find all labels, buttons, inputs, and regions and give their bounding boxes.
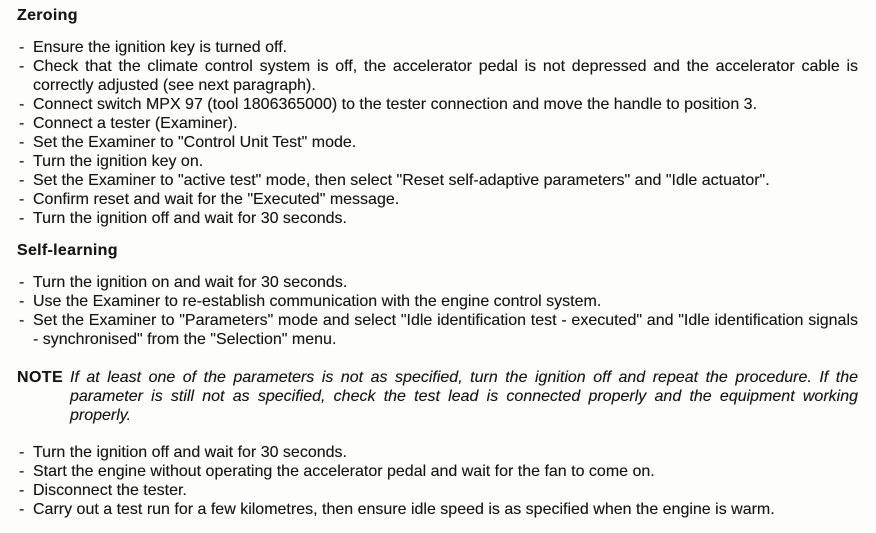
- bullet-dash: -: [19, 115, 25, 132]
- procedure-step-text: Ensure the ignition key is turned off.: [33, 39, 288, 56]
- section-heading-zeroing: Zeroing: [17, 7, 78, 24]
- procedure-step-text: Connect switch MPX 97 (tool 1806365000) to the tester connection and move the handle to position 3.: [33, 96, 758, 113]
- procedure-step-text: Check that the climate control system is off, the accelerator pedal is not depressed and the accelerator cable is correctly adjusted (see next paragraph).: [33, 58, 858, 94]
- procedure-step: [17, 95, 858, 114]
- bullet-dash: -: [19, 293, 25, 310]
- procedure-step: [17, 38, 858, 57]
- procedure-step-text: Turn the ignition off and wait for 30 seconds.: [33, 444, 347, 461]
- procedure-step: [17, 292, 858, 311]
- procedure-step-text: Set the Examiner to "Parameters" mode and select "Idle identification test - executed" and "Idle identification signals - synchronised" from the "Selection" menu.: [33, 312, 858, 348]
- procedure-step-text: Turn the ignition on and wait for 30 seconds.: [33, 274, 348, 291]
- procedure-step-text: Turn the ignition key on.: [33, 153, 204, 170]
- bullet-dash: -: [19, 96, 25, 113]
- section-heading-self-learning: Self-learning: [17, 242, 118, 259]
- bullet-dash: -: [19, 153, 25, 170]
- bullet-dash: -: [19, 210, 25, 227]
- note-block: [17, 368, 858, 425]
- bullet-dash: -: [19, 274, 25, 291]
- bullet-dash: -: [19, 482, 25, 499]
- bullet-dash: -: [19, 312, 25, 329]
- note-label: NOTE: [17, 369, 64, 386]
- bullet-dash: -: [19, 501, 25, 518]
- procedure-step: [17, 311, 858, 349]
- zeroing-step-list: [17, 38, 858, 228]
- procedure-step-text: Start the engine without operating the accelerator pedal and wait for the fan to come on.: [33, 463, 655, 480]
- note-text: If at least one of the parameters is not as specified, turn the ignition off and repeat the procedure. If the parameter is still not as specified, check the test lead is connected properly and the equipment working properly.: [70, 369, 858, 424]
- procedure-step-text: Confirm reset and wait for the "Executed" message.: [33, 191, 400, 208]
- procedure-step: [17, 273, 858, 292]
- procedure-step: [17, 171, 858, 190]
- procedure-step-text: Set the Examiner to "Control Unit Test" mode.: [33, 134, 357, 151]
- bullet-dash: -: [19, 58, 25, 75]
- final-step-list: [17, 443, 858, 519]
- procedure-step: [17, 114, 858, 133]
- procedure-step: [17, 209, 858, 228]
- procedure-step-text: Carry out a test run for a few kilometres, then ensure idle speed is as specified when the engine is warm.: [33, 501, 775, 518]
- procedure-step: [17, 57, 858, 95]
- self-learning-step-list: [17, 273, 858, 349]
- procedure-step-text: Turn the ignition off and wait for 30 seconds.: [33, 210, 347, 227]
- procedure-step-text: Use the Examiner to re-establish communication with the engine control system.: [33, 293, 602, 310]
- bullet-dash: -: [19, 463, 25, 480]
- bullet-dash: -: [19, 444, 25, 461]
- procedure-step: [17, 152, 858, 171]
- bullet-dash: -: [19, 134, 25, 151]
- bullet-dash: -: [19, 191, 25, 208]
- procedure-step-text: Set the Examiner to "active test" mode, then select "Reset self-adaptive parameters" and "Idle actuator".: [33, 172, 770, 189]
- procedure-step: [17, 481, 858, 500]
- procedure-step: [17, 190, 858, 209]
- procedure-step: [17, 133, 858, 152]
- procedure-step-text: Connect a tester (Examiner).: [33, 115, 238, 132]
- procedure-step: [17, 443, 858, 462]
- bullet-dash: -: [19, 172, 25, 189]
- procedure-step: [17, 462, 858, 481]
- bullet-dash: -: [19, 39, 25, 56]
- procedure-step-text: Disconnect the tester.: [33, 482, 187, 499]
- procedure-step: [17, 500, 858, 519]
